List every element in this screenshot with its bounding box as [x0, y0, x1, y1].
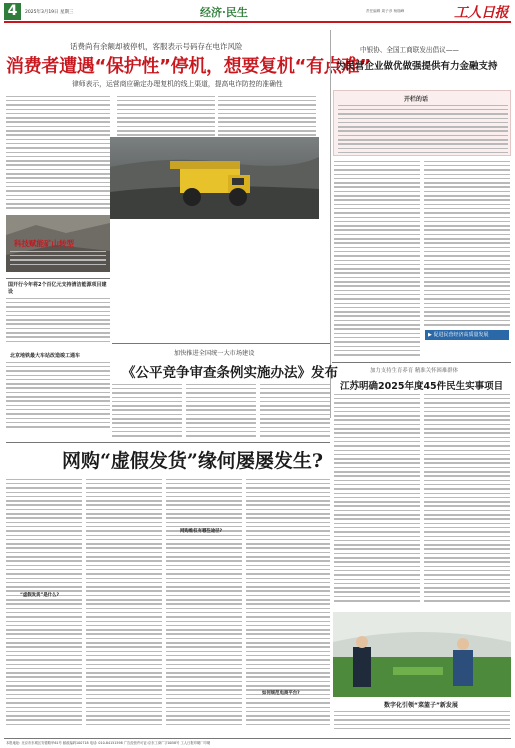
right2-kicker: 加力支持生育养育 精准关怀困难群体: [370, 368, 458, 374]
brief-body: [6, 297, 110, 345]
column-rule-right: [330, 30, 331, 418]
lead-headline: 消费者遭遇“保护性”停机，想要复机“有点难”: [6, 56, 371, 77]
mine-truck-photo: [110, 137, 319, 219]
column-intro-text: [338, 104, 508, 154]
lead-subhead: 律师表示，运营商应确定办理复机的线上渠道，提高电诈防控的准确性: [72, 80, 283, 88]
right2-divider: [332, 362, 511, 363]
greenhouse-photo: [333, 612, 511, 697]
right2-headline: 江苏明确2025年度45件民生实事项目: [340, 381, 504, 392]
right-body-col2: [424, 160, 510, 330]
quarry-caption-text: [10, 250, 106, 268]
right2-body-col2: [424, 393, 510, 605]
greenhouse-caption-text: [334, 710, 510, 734]
masthead-rule: [4, 21, 511, 23]
bottom-headline: 网购“虚假发货”缘何屡屡发生?: [62, 450, 323, 472]
greenhouse-caption: 数字化引领“菜篮子”新发展: [384, 702, 458, 709]
lead-body-col1: [6, 95, 110, 210]
brief-title: 国开行今年将2个百亿元支持清洁能源项目建设: [8, 282, 107, 295]
column-intro-title: 开栏的话: [404, 96, 429, 103]
editors-line: 责任编辑 周子彦 杨瑞峰: [366, 9, 405, 13]
bottom-body-col1: [6, 478, 82, 730]
brief-divider: [6, 278, 110, 279]
economy-link-label: 促进民营经济高质量发展: [433, 332, 489, 338]
newspaper-logo: 工人日报: [454, 5, 508, 21]
bottom-subhead-3: 如何规范电商平台?: [262, 691, 300, 696]
arrow-icon: ▶: [428, 332, 434, 338]
brief2-body: [6, 361, 110, 431]
mid-kicker: 加快推进全国统一大市场建设: [174, 350, 255, 357]
mid-body-col2: [186, 383, 256, 439]
section-title: 经济·民生: [200, 6, 248, 19]
mid-body-col3: [260, 383, 330, 439]
bottom-body-col3: [166, 478, 242, 730]
right-body-col1: [334, 160, 420, 360]
right2-body-col1: [334, 393, 420, 605]
brief2-title: 北京地铁最大车站改造竣工通车: [10, 353, 81, 359]
quarry-caption: 科技赋能矿山转型: [14, 239, 74, 248]
mid-headline: 《公平竞争审查条例实施办法》发布: [122, 365, 338, 381]
mid-body-col1: [112, 383, 182, 439]
right-kicker: 中银协、全国工商联发出倡议——: [360, 46, 459, 54]
bottom-divider: [6, 442, 330, 443]
page-number: 4: [4, 3, 21, 20]
bottom-body-col2: [86, 478, 162, 730]
bottom-subhead-2: 网购维权有哪些途径?: [180, 529, 223, 534]
economy-link-button[interactable]: [425, 330, 509, 340]
mid-divider: [112, 343, 330, 344]
column-intro-box: [333, 90, 511, 156]
footer-rule: [4, 738, 511, 739]
issue-date: 2025年3月19日 星期三: [25, 10, 74, 15]
masthead: [0, 0, 515, 22]
right-headline: 为民营企业做优做强提供有力金融支持: [336, 61, 498, 72]
lead-kicker: 话费尚有余额却被停机，客服表示号码存在电诈风险: [70, 42, 243, 51]
bottom-subhead-1: “虚假发货”是什么?: [20, 593, 60, 598]
footer-text: 本报地址: 北京市东城区安德路甲61号 邮政编码100718 电话: 010-84151598 广告经营许可证:京东工商广字0058号 工人日报印刷厂印刷: [6, 741, 211, 745]
